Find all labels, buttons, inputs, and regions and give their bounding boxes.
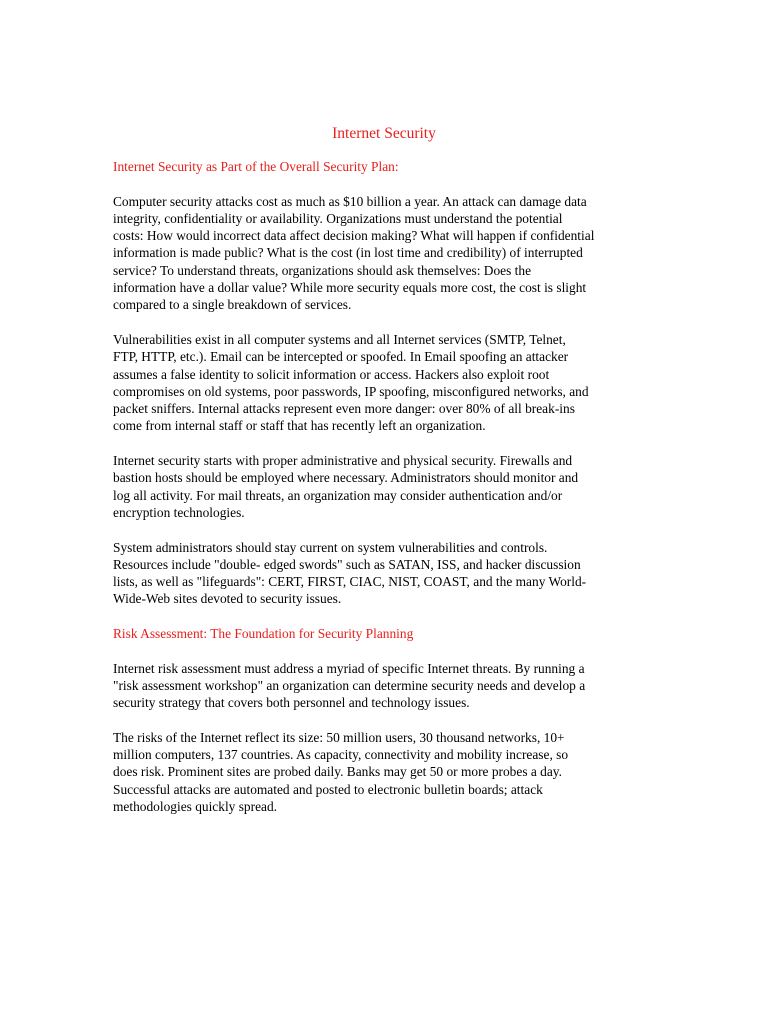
text-line: Wide-Web sites devoted to security issues. [113, 591, 342, 607]
text-line: Successful attacks are automated and posted to electronic bulletin boards; attack [113, 781, 543, 797]
text-line: FTP, HTTP, etc.). Email can be intercepted or spoofed. In Email spoofing an attacker [113, 349, 569, 365]
text-line: security strategy that covers both personnel and technology issues. [113, 695, 470, 711]
text-line: encryption technologies. [113, 504, 245, 520]
text-line: costs: How would incorrect data affect decision making? What will happen if confidential [113, 228, 595, 244]
text-line: log all activity. For mail threats, an organization may consider authentication and/or [113, 487, 563, 503]
text-line: compared to a single breakdown of services. [113, 297, 352, 313]
page-title: Internet Security [332, 125, 436, 142]
paragraph-vulnerabilities [113, 331, 661, 435]
text-line: lists, as well as "lifeguards": CERT, FIRST, CIAC, NIST, COAST, and the many World- [113, 574, 587, 590]
text-line: The risks of the Internet reflect its size: 50 million users, 30 thousand networks, 10+ [113, 729, 565, 745]
text-line: information is made public? What is the cost (in lost time and credibility) of interrupted [113, 245, 583, 261]
text-line: assumes a false identity to solicit information or access. Hackers also exploit root [113, 366, 550, 382]
text-line: information have a dollar value? While more security equals more cost, the cost is slight [113, 280, 587, 296]
text-line: Resources include "double- edged swords" such as SATAN, ISS, and hacker discussion [113, 556, 581, 572]
paragraph-internet-risks [113, 729, 661, 815]
text-line: System administrators should stay current on system vulnerabilities and controls. [113, 539, 548, 555]
paragraph-resources [113, 539, 661, 608]
text-line: integrity, confidentiality or availability. Organizations must understand the potential [113, 210, 563, 226]
paragraph-risk-workshop [113, 660, 661, 712]
text-line: service? To understand threats, organizations should ask themselves: Does the [113, 262, 532, 278]
text-line: "risk assessment workshop" an organization can determine security needs and develop a [113, 677, 586, 693]
text-line: compromises on old systems, poor passwords, IP spoofing, misconfigured networks, and [113, 383, 589, 399]
section-heading-risk-assessment: Risk Assessment: The Foundation for Security Planning [113, 626, 414, 642]
section-heading-security-plan: Internet Security as Part of the Overall Security Plan: [113, 159, 399, 174]
text-line: packet sniffers. Internal attacks represent even more danger: over 80% of all break-ins [113, 401, 575, 417]
paragraph-admin-security [113, 452, 661, 521]
document-body [113, 158, 661, 815]
paragraph-attack-costs [113, 193, 661, 314]
text-line: Internet security starts with proper administrative and physical security. Firewalls and [113, 453, 573, 469]
text-line: Computer security attacks cost as much as $10 billion a year. An attack can damage data [113, 193, 587, 209]
text-line: Vulnerabilities exist in all computer systems and all Internet services (SMTP, Telnet, [113, 331, 566, 347]
text-line: come from internal staff or staff that has recently left an organization. [113, 418, 486, 434]
text-line: Internet risk assessment must address a myriad of specific Internet threats. By running a [113, 660, 585, 676]
text-line: does risk. Prominent sites are probed daily. Banks may get 50 or more probes a day. [113, 764, 562, 780]
text-line: bastion hosts should be employed where necessary. Administrators should monitor and [113, 470, 579, 486]
text-line: methodologies quickly spread. [113, 798, 278, 814]
text-line: million computers, 137 countries. As capacity, connectivity and mobility increase, so [113, 747, 569, 763]
